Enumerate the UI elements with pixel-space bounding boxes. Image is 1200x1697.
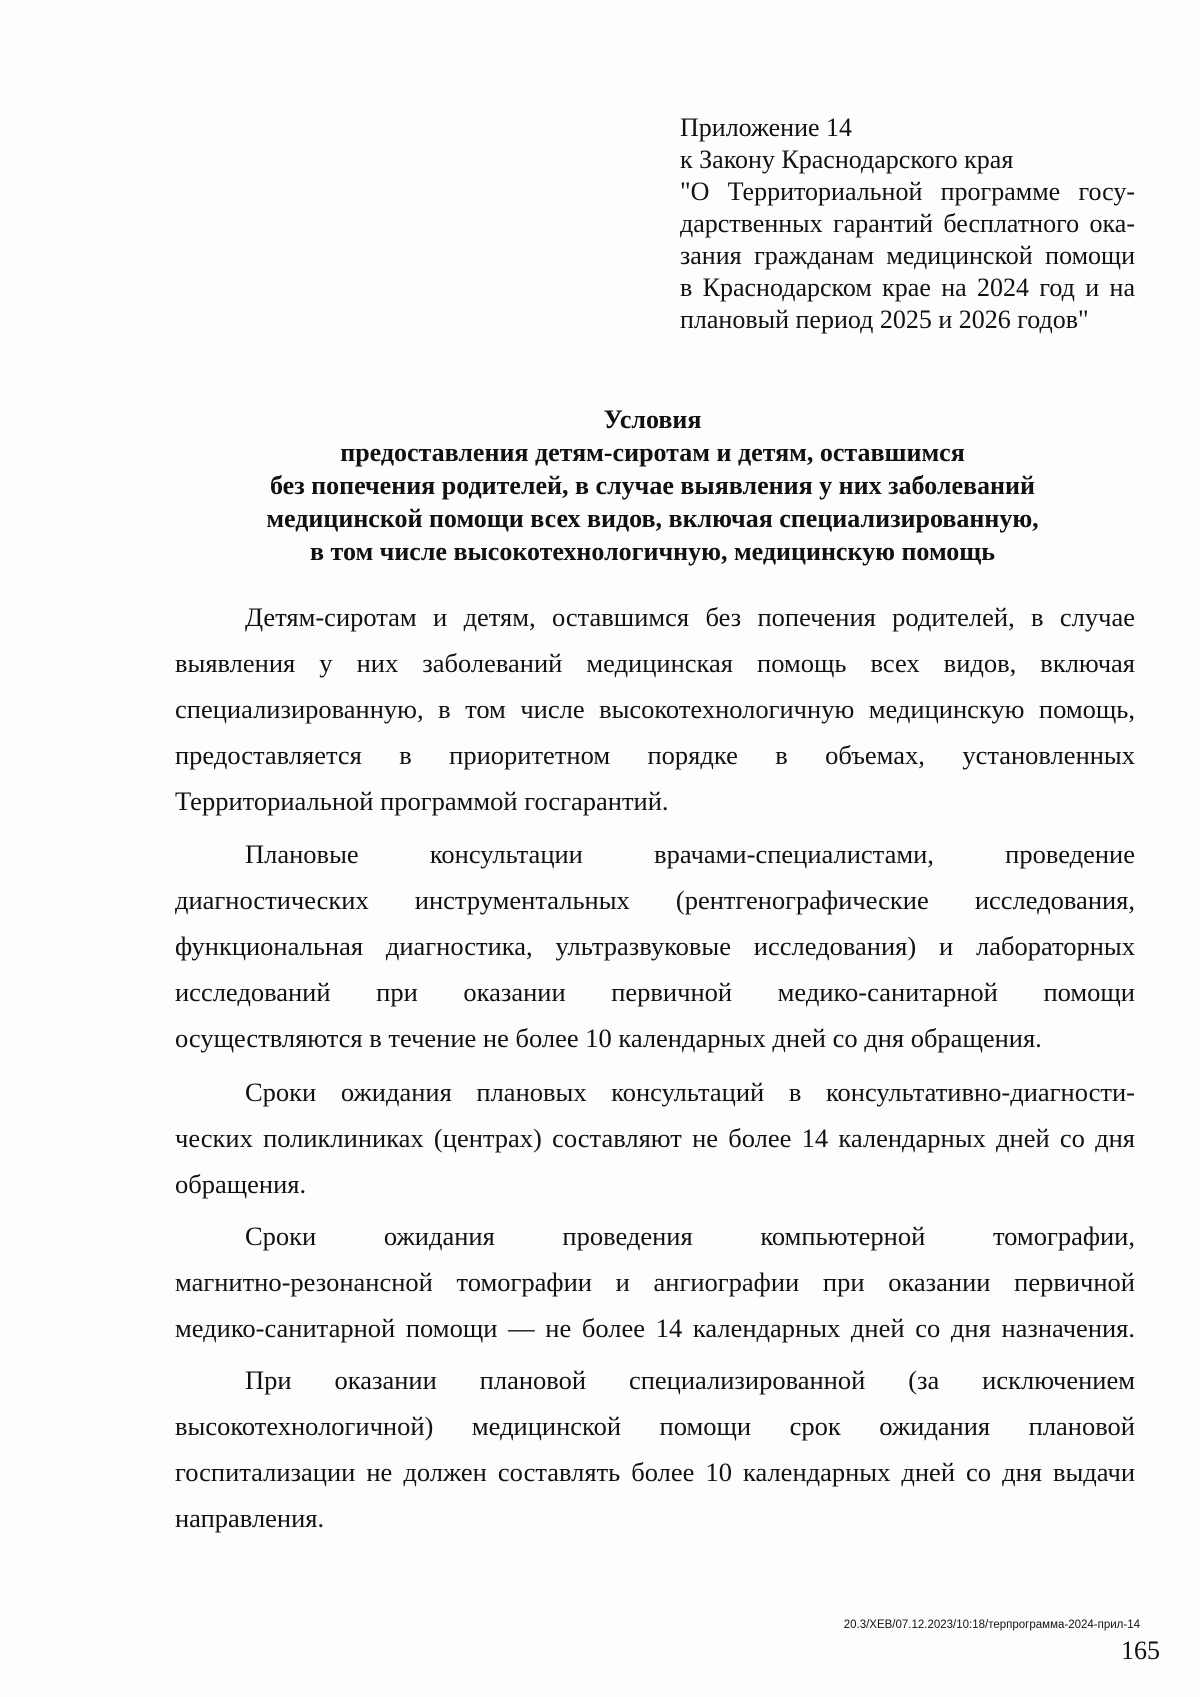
appendix-law-title-line: дарственных гарантий бесплатного ока- — [680, 209, 1135, 238]
document-footer-code: 20.3/ХЕВ/07.12.2023/10:18/терпрограмма-2024-прил-14 — [843, 1619, 1140, 1631]
paragraph — [175, 1069, 1135, 1207]
title-line: без попечения родителей, в случае выявления у них заболеваний — [270, 471, 1035, 500]
paragraph-line: предоставляется в приоритетном порядке в объемах, установленных — [175, 740, 1135, 770]
page-number: 165 — [1121, 1636, 1160, 1665]
appendix-law-title-line: в Краснодарском крае на 2024 год и на — [680, 273, 1135, 302]
paragraph-line: диагностических инструментальных (рентгенографические исследования, — [175, 885, 1135, 915]
paragraph-line: ческих поликлиниках (центрах) составляют не более 14 календарных дней со дня — [175, 1123, 1135, 1153]
appendix-header — [680, 112, 1135, 336]
appendix-law-title-line: плановый период 2025 и 2026 годов" — [680, 305, 1089, 334]
paragraph-line: специализированную, в том числе высокотехнологичную медицинскую помощь, — [175, 694, 1135, 724]
appendix-law-title-line: зания гражданам медицинской помощи — [680, 241, 1135, 270]
title-line: предоставления детям-сиротам и детям, оставшимся — [340, 438, 965, 467]
paragraph-line: Сроки ожидания проведения компьютерной томографии, — [245, 1221, 1135, 1251]
title-line: в том числе высокотехнологичную, медицинскую помощь — [309, 537, 996, 566]
paragraph-line: обращения. — [175, 1169, 307, 1199]
paragraph-line: осуществляются в течение не более 10 календарных дней со дня обращения. — [175, 1023, 1042, 1053]
appendix-law-title-line: "О Территориальной программе госу- — [680, 177, 1135, 206]
appendix-law-reference: к Закону Краснодарского края — [680, 145, 1014, 174]
paragraph-line: Плановые консультации врачами-специалистами, проведение — [245, 839, 1135, 869]
paragraph — [175, 831, 1135, 1061]
appendix-number: Приложение 14 — [680, 113, 853, 142]
paragraph-line: Территориальной программой госгарантий. — [175, 786, 669, 816]
paragraph-line: выявления у них заболеваний медицинская помощь всех видов, включая — [175, 648, 1135, 678]
paragraph-line: Сроки ожидания плановых консультаций в консультативно-диагности- — [245, 1077, 1135, 1107]
paragraph-line: При оказании плановой специализированной (за исключением — [245, 1365, 1135, 1395]
paragraph — [175, 1213, 1135, 1351]
paragraph-line: медико-санитарной помощи — не более 14 календарных дней со дня назначения. — [175, 1313, 1135, 1343]
title-heading: Условия — [603, 405, 702, 434]
paragraph-line: исследований при оказании первичной медико-санитарной помощи — [175, 977, 1135, 1007]
document-title — [170, 403, 1135, 568]
paragraph-line: функциональная диагностика, ультразвуковые исследования) и лабораторных — [175, 931, 1135, 961]
paragraph — [175, 594, 1135, 824]
title-line: медицинской помощи всех видов, включая специализированную, — [266, 504, 1039, 533]
paragraph-line: госпитализации не должен составлять более 10 календарных дней со дня выдачи — [175, 1457, 1135, 1487]
document-body — [175, 594, 1135, 1541]
paragraph-line: Детям-сиротам и детям, оставшимся без попечения родителей, в случае — [245, 602, 1135, 632]
paragraph-line: магнитно-резонансной томографии и ангиографии при оказании первичной — [175, 1267, 1135, 1297]
paragraph — [175, 1357, 1135, 1541]
paragraph-line: направления. — [175, 1503, 325, 1533]
paragraph-line: высокотехнологичной) медицинской помощи срок ожидания плановой — [175, 1411, 1135, 1441]
